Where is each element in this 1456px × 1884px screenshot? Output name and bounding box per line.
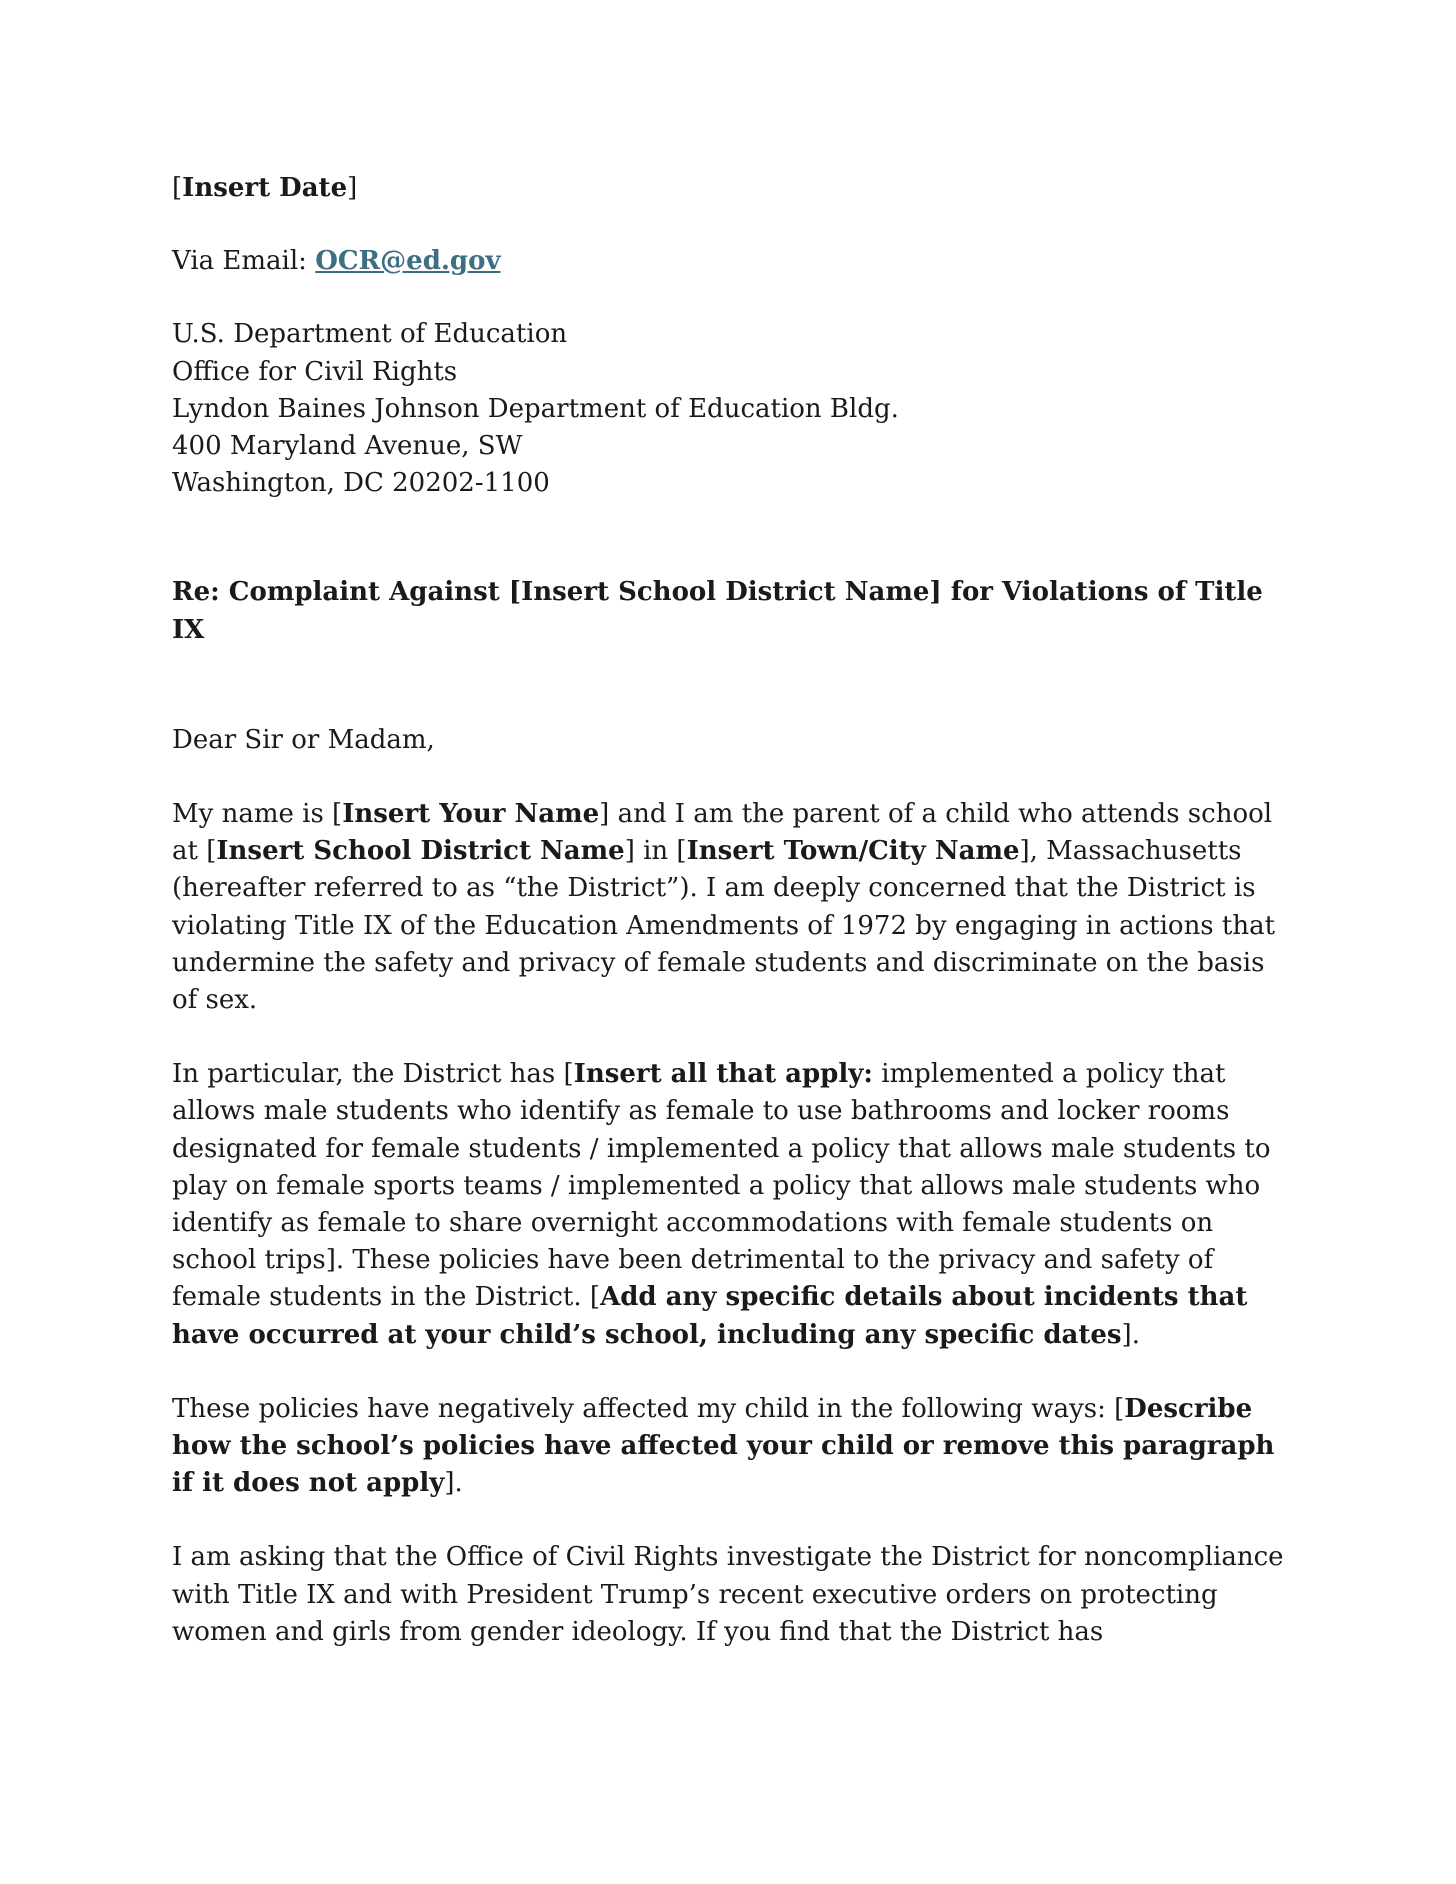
insert-all-placeholder: Insert all that apply: (573, 1059, 873, 1090)
para-text: My name is [ (172, 799, 343, 830)
date-bracket-open: [ (172, 173, 183, 203)
date-line (172, 170, 1292, 207)
email-link[interactable]: OCR@ed.gov (315, 246, 501, 277)
para-text: implemented a policy that allows male students who identify as female to use bathrooms and locker rooms designated for female students / implemented a policy that allows male students to play on female sports teams / implemented a policy that allows male students who identify as female to share overnight accommodations with female students on school trips]. These policies have been detrimental to the privacy and safety of female students in the District. [ (172, 1059, 1271, 1313)
paragraph-effects (172, 1391, 1292, 1503)
address-line: U.S. Department of Education (172, 319, 568, 350)
via-email-line (172, 243, 1292, 280)
address-line: Washington, DC 20202-1100 (172, 468, 550, 499)
salutation: Dear Sir or Madam, (172, 724, 435, 755)
para-text: These policies have negatively affected my child in the following ways: [ (172, 1393, 1125, 1424)
district-placeholder: Insert School District Name (216, 836, 625, 867)
effects-placeholder: Describe how the school’s policies have affected your child or remove this paragraph if it does not apply (172, 1393, 1275, 1499)
para-text: ], Massachusetts (hereafter referred to as “the District”). I am deeply concerned that the District is violating Title IX of the Education Amendments of 1972 by engaging in actions that undermine the safety and privacy of female students and discriminate on the basis of sex. (172, 836, 1276, 1016)
date-bracket-close: ] (347, 173, 358, 203)
letter-body (172, 170, 1292, 1651)
name-placeholder: Insert Your Name (342, 799, 600, 830)
para-text: ] and I am the parent of a child who attends school at [ (172, 799, 1273, 867)
paragraph-introduction (172, 796, 1292, 1019)
paragraph-request: I am asking that the Office of Civil Rights investigate the District for noncompliance with Title IX and with President Trump’s recent executive orders on protecting women and girls from gender ideology. If you find that the District has (172, 1542, 1284, 1647)
via-email-label: Via Email: (172, 246, 316, 277)
para-text: In particular, the District has [ (172, 1059, 574, 1090)
address-line: Lyndon Baines Johnson Department of Education Bldg. (172, 393, 899, 424)
address-line: 400 Maryland Avenue, SW (172, 431, 523, 462)
para-text: ] in [ (624, 836, 687, 867)
town-placeholder: Insert Town/City Name (686, 836, 1020, 867)
para-text: ]. (1121, 1319, 1140, 1350)
para-text: ]. (444, 1468, 463, 1499)
address-line: Office for Civil Rights (172, 356, 458, 387)
recipient-address (172, 316, 1292, 502)
date-placeholder: Insert Date (182, 173, 348, 203)
paragraph-policies (172, 1056, 1292, 1354)
subject-line: Re: Complaint Against [Insert School District Name] for Violations of Title IX (172, 577, 1263, 645)
incident-details-placeholder: Add any specific details about incidents that have occurred at your child’s school, including any specific dates (172, 1282, 1248, 1350)
